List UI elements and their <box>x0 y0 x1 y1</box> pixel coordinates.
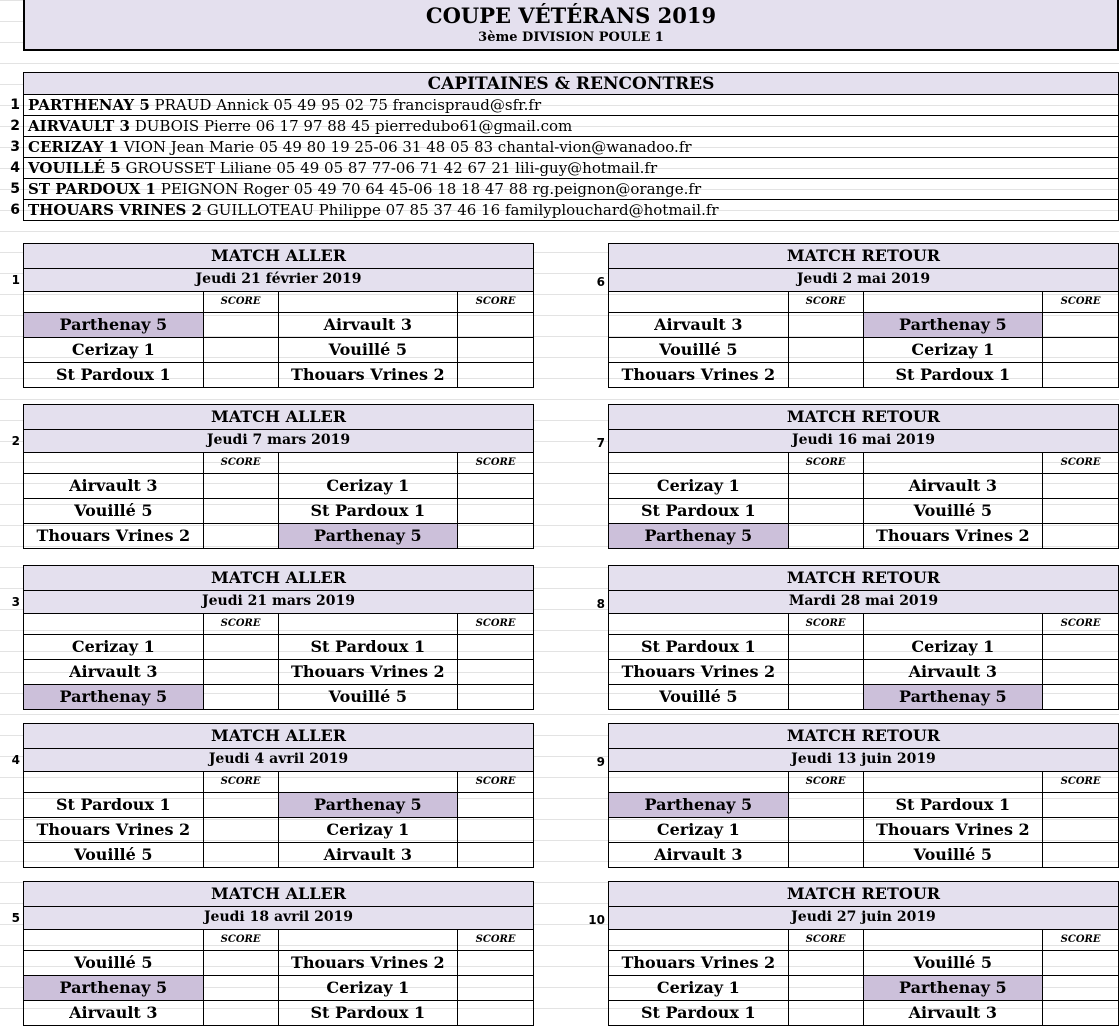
team-name: Cerizay 1 <box>609 818 789 842</box>
round-number: 8 <box>596 597 605 611</box>
team-name: Cerizay 1 <box>864 635 1044 659</box>
team-name: St Pardoux 1 <box>864 363 1044 387</box>
round-number: 10 <box>588 913 605 927</box>
match-title: MATCH RETOUR <box>609 566 1118 591</box>
match-date: Jeudi 4 avril 2019 <box>24 749 533 772</box>
score-label: SCORE <box>789 292 864 312</box>
team-name: St Pardoux 1 <box>24 793 204 817</box>
team-name: Vouillé 5 <box>279 685 459 709</box>
team-name: Airvault 3 <box>24 1001 204 1025</box>
team-name: Thouars Vrines 2 <box>864 524 1044 548</box>
sheet-title-banner <box>23 0 1119 51</box>
captain-contact: GROUSSET Liliane 05 49 05 87 77-06 71 42 67 21 lili-guy@hotmail.fr <box>120 159 658 177</box>
captain-row-number: 5 <box>10 181 20 197</box>
team-name: Vouillé 5 <box>864 843 1044 867</box>
team-name: Airvault 3 <box>24 660 204 684</box>
match-block <box>608 723 1119 868</box>
score-label: SCORE <box>204 930 279 950</box>
team-name: Parthenay 5 <box>24 685 204 709</box>
team-name: Thouars Vrines 2 <box>279 363 459 387</box>
score-label: SCORE <box>204 772 279 792</box>
match-row <box>609 499 1118 524</box>
score-cell[interactable] <box>204 338 279 362</box>
score-cell[interactable] <box>1043 685 1118 709</box>
match-date: Jeudi 21 février 2019 <box>24 269 533 292</box>
captain-row <box>23 158 1119 179</box>
match-row <box>609 338 1118 363</box>
match-block <box>23 723 534 868</box>
captain-contact: DUBOIS Pierre 06 17 97 88 45 pierredubo61@gmail.com <box>129 117 573 135</box>
round-number: 9 <box>596 755 605 769</box>
team-name: Airvault 3 <box>609 313 789 337</box>
score-cell[interactable] <box>458 635 533 659</box>
match-row <box>24 474 533 499</box>
captain-team: PARTHENAY 5 <box>28 96 150 114</box>
score-cell[interactable] <box>789 499 864 523</box>
blank-cell <box>24 614 204 634</box>
score-cell[interactable] <box>1043 338 1118 362</box>
score-header-row <box>24 614 533 635</box>
score-cell[interactable] <box>789 976 864 1000</box>
team-name: St Pardoux 1 <box>609 1001 789 1025</box>
round-number: 7 <box>596 436 605 450</box>
match-title: MATCH RETOUR <box>609 882 1118 907</box>
team-name: Parthenay 5 <box>864 313 1044 337</box>
score-header-row <box>609 772 1118 793</box>
score-label: SCORE <box>204 453 279 473</box>
score-cell[interactable] <box>458 793 533 817</box>
match-row <box>24 951 533 976</box>
team-name: Cerizay 1 <box>24 635 204 659</box>
team-name: Airvault 3 <box>864 660 1044 684</box>
score-label: SCORE <box>204 614 279 634</box>
match-row <box>609 363 1118 387</box>
round-number: 3 <box>11 595 20 609</box>
team-name: St Pardoux 1 <box>609 499 789 523</box>
score-cell[interactable] <box>204 635 279 659</box>
match-row <box>24 843 533 867</box>
match-row <box>24 499 533 524</box>
score-cell[interactable] <box>458 524 533 548</box>
team-name: Thouars Vrines 2 <box>24 524 204 548</box>
match-block <box>608 565 1119 710</box>
team-name: Thouars Vrines 2 <box>279 660 459 684</box>
team-name: Airvault 3 <box>609 843 789 867</box>
team-name: Parthenay 5 <box>279 524 459 548</box>
score-cell[interactable] <box>458 313 533 337</box>
round-number: 5 <box>11 911 20 925</box>
team-name: St Pardoux 1 <box>864 793 1044 817</box>
match-block <box>23 565 534 710</box>
blank-cell <box>609 614 789 634</box>
match-row <box>24 313 533 338</box>
score-cell[interactable] <box>458 660 533 684</box>
score-cell[interactable] <box>204 524 279 548</box>
captain-row-number: 3 <box>10 139 20 155</box>
blank-cell <box>609 453 789 473</box>
score-cell[interactable] <box>458 951 533 975</box>
captain-row-number: 6 <box>10 202 20 218</box>
score-cell[interactable] <box>789 660 864 684</box>
captain-row-number: 2 <box>10 118 20 134</box>
captain-row-number: 4 <box>10 160 20 176</box>
score-label: SCORE <box>475 296 516 307</box>
match-date: Mardi 28 mai 2019 <box>609 591 1118 614</box>
score-cell[interactable] <box>458 818 533 842</box>
match-date: Jeudi 21 mars 2019 <box>24 591 533 614</box>
match-row <box>609 474 1118 499</box>
blank-cell <box>864 614 1044 634</box>
score-cell[interactable] <box>789 338 864 362</box>
score-cell[interactable] <box>204 313 279 337</box>
blank-cell <box>864 292 1044 312</box>
captain-team: THOUARS VRINES 2 <box>28 201 202 219</box>
team-name: Thouars Vrines 2 <box>609 951 789 975</box>
team-name: Cerizay 1 <box>864 338 1044 362</box>
blank-cell <box>279 292 459 312</box>
team-name: Vouillé 5 <box>864 499 1044 523</box>
score-header-row <box>609 614 1118 635</box>
score-cell[interactable] <box>789 524 864 548</box>
score-cell[interactable] <box>1043 635 1118 659</box>
score-cell[interactable] <box>458 363 533 387</box>
team-name: Cerizay 1 <box>24 338 204 362</box>
score-label: SCORE <box>1060 934 1101 945</box>
captains-header: CAPITAINES & RENCONTRES <box>23 72 1119 95</box>
match-block <box>608 404 1119 549</box>
score-label: SCORE <box>475 457 516 468</box>
team-name: Airvault 3 <box>279 843 459 867</box>
score-cell[interactable] <box>1043 660 1118 684</box>
round-number: 1 <box>11 273 20 287</box>
score-cell[interactable] <box>204 976 279 1000</box>
team-name: Thouars Vrines 2 <box>609 363 789 387</box>
score-cell[interactable] <box>1043 363 1118 387</box>
team-name: Thouars Vrines 2 <box>609 660 789 684</box>
match-row <box>24 818 533 843</box>
score-cell[interactable] <box>1043 843 1118 867</box>
blank-cell <box>864 772 1044 792</box>
captain-team: AIRVAULT 3 <box>28 117 130 135</box>
score-label: SCORE <box>789 453 864 473</box>
score-cell[interactable] <box>1043 818 1118 842</box>
team-name: Cerizay 1 <box>609 976 789 1000</box>
blank-cell <box>24 453 204 473</box>
team-name: Parthenay 5 <box>279 793 459 817</box>
match-title: MATCH ALLER <box>24 566 533 591</box>
blank-cell <box>864 930 1044 950</box>
match-block <box>608 243 1119 388</box>
score-cell[interactable] <box>458 338 533 362</box>
match-date: Jeudi 18 avril 2019 <box>24 907 533 930</box>
blank-cell <box>279 453 459 473</box>
score-header-row <box>24 292 533 313</box>
score-cell[interactable] <box>789 474 864 498</box>
match-title: MATCH ALLER <box>24 724 533 749</box>
match-date: Jeudi 13 juin 2019 <box>609 749 1118 772</box>
page-subtitle: 3ème DIVISION POULE 1 <box>478 30 664 45</box>
score-cell[interactable] <box>204 685 279 709</box>
match-block <box>23 243 534 388</box>
score-cell[interactable] <box>789 818 864 842</box>
match-row <box>609 976 1118 1001</box>
team-name: Vouillé 5 <box>609 685 789 709</box>
score-cell[interactable] <box>789 843 864 867</box>
match-block <box>23 404 534 549</box>
team-name: Parthenay 5 <box>24 976 204 1000</box>
page-title: COUPE VÉTÉRANS 2019 <box>425 3 717 28</box>
captain-contact: PEIGNON Roger 05 49 70 64 45-06 18 18 47 88 rg.peignon@orange.fr <box>155 180 702 198</box>
team-name: Vouillé 5 <box>24 843 204 867</box>
score-cell[interactable] <box>458 843 533 867</box>
match-row <box>24 338 533 363</box>
score-cell[interactable] <box>1043 474 1118 498</box>
match-title: MATCH ALLER <box>24 405 533 430</box>
score-cell[interactable] <box>204 793 279 817</box>
score-cell[interactable] <box>204 660 279 684</box>
match-row <box>24 793 533 818</box>
captain-team: CERIZAY 1 <box>28 138 120 156</box>
captain-contact: PRAUD Annick 05 49 95 02 75 francispraud@sfr.fr <box>149 96 542 114</box>
match-row <box>24 524 533 548</box>
team-name: Cerizay 1 <box>609 474 789 498</box>
captain-row-number: 1 <box>10 97 20 113</box>
team-name: Vouillé 5 <box>24 951 204 975</box>
match-block <box>608 881 1119 1026</box>
match-row <box>24 660 533 685</box>
team-name: Cerizay 1 <box>279 818 459 842</box>
team-name: Vouillé 5 <box>609 338 789 362</box>
score-label: SCORE <box>204 292 279 312</box>
score-header-row <box>24 772 533 793</box>
match-row <box>609 685 1118 709</box>
captain-row <box>23 116 1119 137</box>
team-name: St Pardoux 1 <box>609 635 789 659</box>
blank-cell <box>609 292 789 312</box>
team-name: Thouars Vrines 2 <box>864 818 1044 842</box>
captain-row <box>23 95 1119 116</box>
captain-contact: VION Jean Marie 05 49 80 19 25-06 31 48 05 83 chantal-vion@wanadoo.fr <box>119 138 692 156</box>
team-name: Vouillé 5 <box>279 338 459 362</box>
team-name: Parthenay 5 <box>609 793 789 817</box>
match-row <box>609 1001 1118 1025</box>
score-header-row <box>609 292 1118 313</box>
match-title: MATCH RETOUR <box>609 724 1118 749</box>
blank-cell <box>24 930 204 950</box>
score-cell[interactable] <box>789 1001 864 1025</box>
match-date: Jeudi 27 juin 2019 <box>609 907 1118 930</box>
match-row <box>609 635 1118 660</box>
match-row <box>24 363 533 387</box>
match-title: MATCH ALLER <box>24 244 533 269</box>
blank-cell <box>24 772 204 792</box>
score-cell[interactable] <box>1043 499 1118 523</box>
captain-row <box>23 179 1119 200</box>
team-name: Thouars Vrines 2 <box>279 951 459 975</box>
team-name: Parthenay 5 <box>24 313 204 337</box>
score-cell[interactable] <box>1043 976 1118 1000</box>
score-cell[interactable] <box>204 499 279 523</box>
score-cell[interactable] <box>458 499 533 523</box>
score-cell[interactable] <box>458 976 533 1000</box>
round-number: 6 <box>596 275 605 289</box>
team-name: St Pardoux 1 <box>279 1001 459 1025</box>
match-row <box>609 313 1118 338</box>
score-label: SCORE <box>1060 776 1101 787</box>
match-row <box>609 660 1118 685</box>
blank-cell <box>24 292 204 312</box>
match-title: MATCH RETOUR <box>609 405 1118 430</box>
team-name: Parthenay 5 <box>864 685 1044 709</box>
score-cell[interactable] <box>204 363 279 387</box>
score-cell[interactable] <box>458 1001 533 1025</box>
team-name: Parthenay 5 <box>864 976 1044 1000</box>
team-name: Airvault 3 <box>24 474 204 498</box>
match-row <box>609 843 1118 867</box>
score-header-row <box>609 453 1118 474</box>
team-name: St Pardoux 1 <box>24 363 204 387</box>
team-name: St Pardoux 1 <box>279 499 459 523</box>
team-name: Airvault 3 <box>279 313 459 337</box>
team-name: Vouillé 5 <box>864 951 1044 975</box>
team-name: Cerizay 1 <box>279 976 459 1000</box>
score-label: SCORE <box>789 772 864 792</box>
match-title: MATCH ALLER <box>24 882 533 907</box>
score-cell[interactable] <box>204 843 279 867</box>
score-header-row <box>24 453 533 474</box>
score-label: SCORE <box>1060 457 1101 468</box>
score-label: SCORE <box>475 934 516 945</box>
score-cell[interactable] <box>1043 951 1118 975</box>
score-cell[interactable] <box>1043 313 1118 337</box>
blank-cell <box>279 772 459 792</box>
score-cell[interactable] <box>789 685 864 709</box>
score-cell[interactable] <box>789 363 864 387</box>
score-cell[interactable] <box>458 474 533 498</box>
match-row <box>609 793 1118 818</box>
team-name: Vouillé 5 <box>24 499 204 523</box>
score-cell[interactable] <box>204 818 279 842</box>
match-row <box>609 818 1118 843</box>
match-date: Jeudi 16 mai 2019 <box>609 430 1118 453</box>
team-name: Airvault 3 <box>864 1001 1044 1025</box>
captain-team: ST PARDOUX 1 <box>28 180 156 198</box>
blank-cell <box>609 772 789 792</box>
blank-cell <box>279 614 459 634</box>
match-date: Jeudi 7 mars 2019 <box>24 430 533 453</box>
team-name: Parthenay 5 <box>609 524 789 548</box>
score-cell[interactable] <box>789 951 864 975</box>
blank-cell <box>279 930 459 950</box>
match-title: MATCH RETOUR <box>609 244 1118 269</box>
score-cell[interactable] <box>204 1001 279 1025</box>
score-cell[interactable] <box>1043 524 1118 548</box>
score-label: SCORE <box>475 618 516 629</box>
score-cell[interactable] <box>789 793 864 817</box>
match-row <box>24 976 533 1001</box>
match-row <box>24 635 533 660</box>
match-row <box>24 685 533 709</box>
score-cell[interactable] <box>204 474 279 498</box>
team-name: Airvault 3 <box>864 474 1044 498</box>
blank-cell <box>609 930 789 950</box>
team-name: St Pardoux 1 <box>279 635 459 659</box>
score-cell[interactable] <box>1043 1001 1118 1025</box>
match-date: Jeudi 2 mai 2019 <box>609 269 1118 292</box>
score-label: SCORE <box>1060 296 1101 307</box>
score-header-row <box>24 930 533 951</box>
score-label: SCORE <box>1060 618 1101 629</box>
score-cell[interactable] <box>1043 793 1118 817</box>
score-label: SCORE <box>789 930 864 950</box>
score-cell[interactable] <box>204 951 279 975</box>
captain-team: VOUILLÉ 5 <box>28 159 121 177</box>
score-header-row <box>609 930 1118 951</box>
score-cell[interactable] <box>789 635 864 659</box>
match-row <box>609 524 1118 548</box>
team-name: Cerizay 1 <box>279 474 459 498</box>
captain-contact: GUILLOTEAU Philippe 07 85 37 46 16 familyplouchard@hotmail.fr <box>201 201 719 219</box>
score-cell[interactable] <box>458 685 533 709</box>
match-row <box>609 951 1118 976</box>
score-cell[interactable] <box>789 313 864 337</box>
captain-row <box>23 200 1119 221</box>
match-row <box>24 1001 533 1025</box>
captain-row <box>23 137 1119 158</box>
blank-cell <box>864 453 1044 473</box>
score-label: SCORE <box>789 614 864 634</box>
round-number: 4 <box>11 753 20 767</box>
match-block <box>23 881 534 1026</box>
score-label: SCORE <box>475 776 516 787</box>
team-name: Thouars Vrines 2 <box>24 818 204 842</box>
round-number: 2 <box>11 434 20 448</box>
